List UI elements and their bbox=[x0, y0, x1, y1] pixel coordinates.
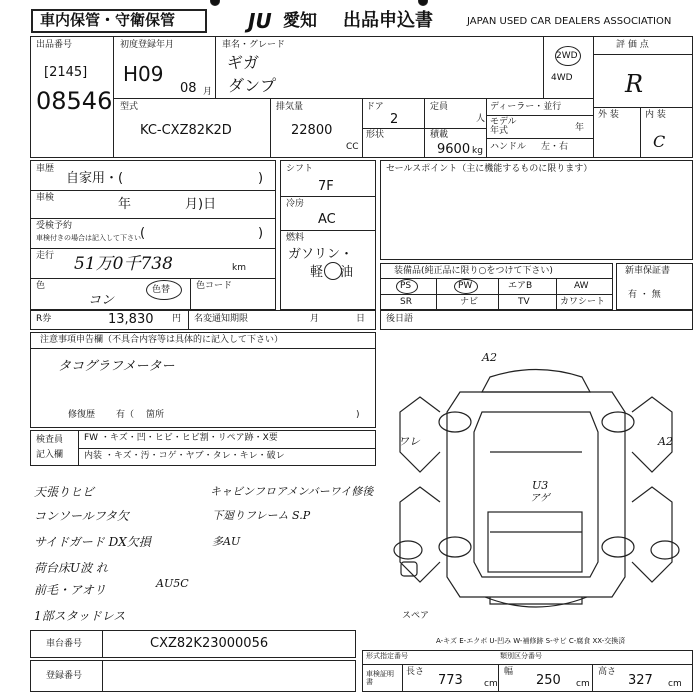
equip-pw-circle bbox=[454, 279, 478, 294]
form-title: 出品申込書 bbox=[343, 10, 433, 31]
inspector-label2: 記入欄 bbox=[36, 450, 64, 460]
change-day: 日 bbox=[356, 314, 366, 324]
ac-label: 冷房 bbox=[286, 199, 305, 209]
exterior-label: 外 装 bbox=[598, 110, 619, 120]
storage-label: 車内保管・守衛保管 bbox=[40, 11, 176, 29]
warranty-label: 新車保証書 bbox=[625, 266, 671, 276]
logo-mark: JU bbox=[248, 9, 272, 33]
diagram-mark-u3: U3 bbox=[532, 479, 549, 492]
dealer-label: ディーラー・並行 bbox=[490, 102, 562, 112]
punch-hole-left bbox=[210, 0, 220, 6]
change-month: 月 bbox=[310, 314, 320, 324]
fuel-options: ガソリン・ bbox=[288, 247, 354, 262]
height-value: 327 bbox=[628, 673, 653, 688]
mileage-unit: km bbox=[232, 263, 246, 273]
logo-text: 愛知 bbox=[283, 11, 317, 31]
association-name: JAPAN USED CAR DEALERS ASSOCIATION bbox=[467, 16, 672, 27]
remark-2: キャビンフロアメンバーワイ修後 bbox=[210, 485, 374, 498]
interior-label: 内 装 bbox=[645, 110, 666, 120]
shift-value: 7F bbox=[318, 179, 334, 194]
diagram-mark-a2-top: A2 bbox=[482, 351, 497, 364]
fuel-label: 燃料 bbox=[286, 233, 305, 243]
repair-label: 修復歴 bbox=[68, 410, 96, 420]
diagram-mark-wa: ワレ bbox=[398, 435, 420, 448]
load-value: 9600 bbox=[437, 142, 471, 157]
history-label: 車歴 bbox=[36, 164, 55, 174]
drive-2wd: 2WD bbox=[556, 51, 578, 61]
load-label: 積載 bbox=[430, 130, 449, 140]
form-label: 形状 bbox=[366, 130, 385, 140]
remark-6: 多AU bbox=[212, 535, 241, 548]
color-label: 色 bbox=[36, 281, 46, 291]
history-close: ) bbox=[258, 171, 264, 186]
length-label: 長さ bbox=[406, 667, 425, 677]
inspection-wait-note: 車検付きの場合は記入して下さい bbox=[36, 234, 141, 242]
drive-4wd: 4WD bbox=[551, 73, 573, 83]
model-code: KC-CXZ82K2D bbox=[140, 123, 232, 138]
equip-pw: PW bbox=[458, 281, 473, 291]
plate-label: 登録番号 bbox=[46, 671, 83, 681]
diagram-spare-label: スペア bbox=[402, 611, 430, 621]
handle-label: ハンドル bbox=[490, 142, 527, 152]
height-unit: cm bbox=[668, 679, 682, 689]
recycle-yen: 円 bbox=[172, 314, 182, 324]
vehicle-name-label: 車名・グレード bbox=[222, 40, 286, 50]
remark-9: AU5C bbox=[156, 577, 189, 590]
sales-points-label: セールスポイント（主に機能するものに限ります） bbox=[386, 164, 593, 174]
color-change: 色替 bbox=[152, 285, 171, 295]
remark-10: 1部スタッドレス bbox=[34, 609, 126, 623]
inspection-label: 車検 bbox=[36, 193, 55, 203]
displacement-unit: CC bbox=[346, 142, 359, 152]
chassis-value: CXZ82K23000056 bbox=[150, 636, 269, 651]
length-unit: cm bbox=[484, 679, 498, 689]
inspection-month-day: 月)日 bbox=[185, 197, 217, 212]
equip-sr: SR bbox=[400, 297, 412, 307]
rear-note-box bbox=[380, 310, 693, 330]
rear-note-label: 後日語 bbox=[386, 314, 414, 324]
evaluation-label: 評 価 点 bbox=[616, 40, 649, 50]
remark-5: サイドガード DX欠損 bbox=[34, 535, 151, 549]
handle-options: 左・右 bbox=[541, 142, 569, 152]
inspection-wait-open: ( bbox=[140, 226, 146, 241]
vehicle-name: ギガ bbox=[227, 53, 260, 72]
inspector-fw-line: FW ・キズ・凹・ヒビ・ヒビ割・リペア跡・X要 bbox=[84, 433, 278, 443]
fuel-diesel: 油 bbox=[340, 265, 354, 280]
lot-number: 08546 bbox=[36, 87, 113, 115]
punch-hole-right bbox=[418, 0, 428, 6]
sales-points-box bbox=[380, 160, 693, 260]
registration-era-year: H09 bbox=[123, 62, 164, 86]
remark-4: 下廻りフレーム S.P bbox=[212, 509, 311, 522]
recycle-amount: 13,830 bbox=[108, 312, 154, 327]
mileage-label: 走行 bbox=[36, 251, 55, 261]
equip-navi: ナビ bbox=[460, 297, 479, 307]
width-label: 幅 bbox=[504, 667, 514, 677]
inspector-label1: 検査員 bbox=[36, 435, 64, 445]
model-year-label: モデル年式 bbox=[490, 117, 517, 136]
repair-close: ) bbox=[356, 410, 360, 420]
registration-label: 初度登録年月 bbox=[120, 40, 175, 50]
lot-number-label: 出品番号 bbox=[36, 40, 73, 50]
remark-8: 前毛・アオリ bbox=[34, 583, 106, 597]
form-number-label: 形式指定番号 bbox=[366, 652, 408, 660]
notes-line1: タコグラフメーター bbox=[58, 359, 175, 374]
height-label: 高さ bbox=[598, 667, 617, 677]
recycle-label: R券 bbox=[36, 314, 52, 324]
color-code-label: 色コード bbox=[196, 281, 233, 291]
category-number-label: 類別区分番号 bbox=[500, 652, 542, 660]
inspector-interior-line: 内装 ・キズ・汚・コゲ・ヤブ・タレ・キレ・破レ bbox=[84, 451, 285, 461]
repair-value: 有（ bbox=[116, 410, 135, 420]
equip-ps: PS bbox=[400, 281, 412, 291]
inspection-wait-close: ) bbox=[258, 226, 264, 241]
diagram-mark-akege: アゲ bbox=[530, 493, 550, 504]
repair-part: 箇所 bbox=[146, 410, 165, 420]
registration-month-unit: 月 bbox=[203, 87, 213, 97]
ac-value: AC bbox=[318, 212, 336, 227]
remark-3: コンソールフタ欠 bbox=[34, 509, 129, 523]
displacement: 22800 bbox=[291, 123, 333, 138]
remark-1: 天張りヒビ bbox=[34, 485, 95, 499]
doors-value: 2 bbox=[390, 112, 399, 127]
equip-aw: AW bbox=[574, 281, 589, 291]
shift-label: シフト bbox=[286, 164, 314, 174]
registration-month: 08 bbox=[180, 81, 197, 96]
chassis-label: 車台番号 bbox=[46, 639, 83, 649]
capacity-unit: 人 bbox=[476, 114, 486, 124]
width-value: 250 bbox=[536, 673, 561, 688]
load-unit: kg bbox=[472, 146, 483, 156]
equip-tv: TV bbox=[518, 297, 530, 307]
notes-label: 注意事項申告欄（不具合内容等は具体的に記入して下さい） bbox=[40, 335, 284, 345]
diagram-mark-a2-right: A2 bbox=[658, 435, 673, 448]
capacity-label: 定員 bbox=[430, 102, 449, 112]
inspection-wait-label: 受検予約 bbox=[36, 221, 73, 231]
cert-label: 車検証明書 bbox=[366, 670, 394, 686]
length-value: 773 bbox=[438, 673, 463, 688]
warranty-value: 有 ・ 無 bbox=[628, 290, 661, 300]
displacement-label: 排気量 bbox=[276, 102, 304, 112]
equip-airbag: エアB bbox=[508, 281, 533, 291]
model-year-unit: 年 bbox=[575, 123, 585, 133]
equip-leather: カワシート bbox=[560, 297, 606, 307]
model-label: 型式 bbox=[120, 102, 139, 112]
vehicle-grade: ダンプ bbox=[228, 76, 277, 95]
evaluation-score: R bbox=[625, 70, 644, 98]
change-label: 名変通知期限 bbox=[194, 314, 249, 324]
remark-7: 荷台床U波 れ bbox=[34, 561, 108, 575]
doors-label: ドア bbox=[366, 102, 384, 112]
inspection-year: 年 bbox=[118, 197, 132, 212]
mileage-value: 51万0千738 bbox=[74, 254, 173, 274]
equipment-label: 装備品(純正品に限り○をつけて下さい) bbox=[394, 266, 553, 276]
equip-ps-circle bbox=[396, 279, 418, 294]
diagram-legend: A-キズ E-エクボ U-凹み W-補修跡 S-サビ C-腐食 XX-交換済 bbox=[436, 637, 626, 645]
lot-sub-number: [2145] bbox=[44, 65, 88, 80]
color-value: コン bbox=[88, 293, 115, 308]
width-unit: cm bbox=[576, 679, 590, 689]
fuel-light: 軽 bbox=[310, 265, 324, 280]
interior-score: C bbox=[653, 132, 666, 151]
history-value: 自家用・( bbox=[66, 171, 124, 186]
